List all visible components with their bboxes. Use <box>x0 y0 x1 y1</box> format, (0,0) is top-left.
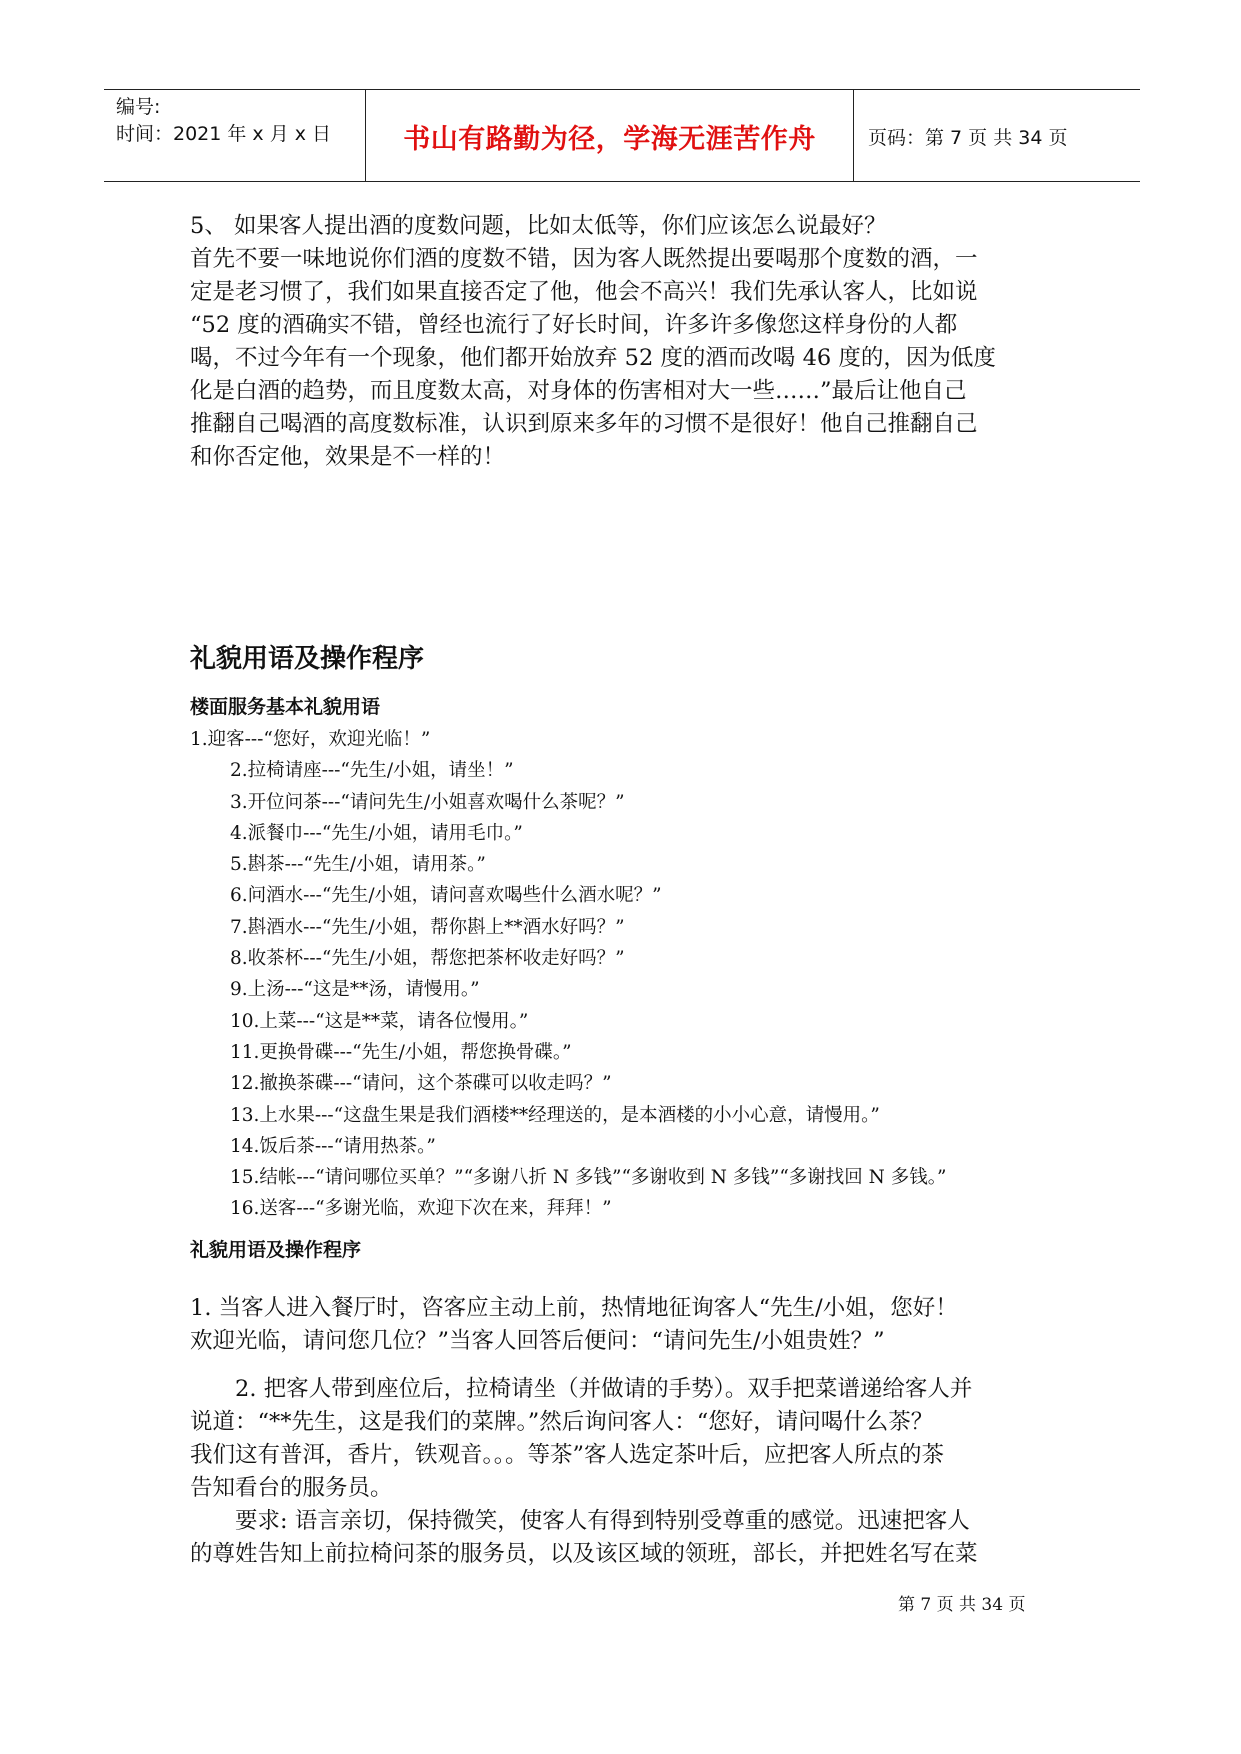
subsection-title: 礼貌用语及操作程序 <box>190 1239 362 1261</box>
list-item: 16.送客---“多谢光临，欢迎下次在来，拜拜！” <box>230 1198 612 1220</box>
header-slogan-cell <box>366 90 854 181</box>
list-item: 6.问酒水---“先生/小姐，请问喜欢喝些什么酒水呢？” <box>230 885 662 907</box>
step-two <box>190 1373 1090 1571</box>
step-line: 1. 当客人进入餐厅时，咨客应主动上前，热情地征询客人“先生/小姐，您好！ <box>190 1295 958 1321</box>
list-item: 2.拉椅请座---“先生/小姐，请坐！” <box>230 760 514 782</box>
list-item: 4.派餐巾---“先生/小姐，请用毛巾。” <box>230 822 523 844</box>
number-label: 编号: <box>116 96 161 118</box>
list-item: 13.上水果---“这盘生果是我们酒楼**经理送的，是本酒楼的小小心意，请慢用。” <box>230 1104 880 1126</box>
header-page-cell <box>854 90 1140 181</box>
list-item: 3.开位问茶---“请问先生/小姐喜欢喝什么茶呢？” <box>230 791 625 813</box>
answer-line: 和你否定他，效果是不一样的！ <box>190 444 506 470</box>
page-footer: 第 7 页 共 34 页 <box>898 1595 1026 1615</box>
list-item: 5.斟茶---“先生/小姐，请用茶。” <box>230 854 486 876</box>
question-text: 5、 如果客人提出酒的度数问题，比如太低等，你们应该怎么说最好？ <box>190 213 887 239</box>
slogan: 书山有路勤为径，学海无涯苦作舟 <box>403 124 816 155</box>
section-title: 礼貌用语及操作程序 <box>190 644 425 674</box>
step-line: 的尊姓告知上前拉椅问茶的服务员，以及该区域的领班，部长，并把姓名写在菜 <box>190 1541 978 1567</box>
step-one <box>190 1292 1090 1358</box>
list-item: 10.上菜---“这是**菜，请各位慢用。” <box>230 1010 529 1032</box>
answer-line: 推翻自己喝酒的高度数标准，认识到原来多年的习惯不是很好！他自己推翻自己 <box>190 411 978 437</box>
question-section <box>190 210 1090 474</box>
step-line: 2. 把客人带到座位后，拉椅请坐（并做请的手势）。双手把菜谱递给客人并 <box>190 1376 973 1402</box>
list-item: 14.饭后茶---“请用热茶。” <box>230 1135 436 1157</box>
list-item: 1.迎客---“您好，欢迎光临！” <box>190 729 431 750</box>
list-item: 8.收茶杯---“先生/小姐，帮您把茶杯收走好吗？” <box>230 948 625 970</box>
header-info-cell <box>104 90 366 181</box>
list-item: 12.撤换茶碟---“请问，这个茶碟可以收走吗？” <box>230 1073 612 1095</box>
list-item: 11.更换骨碟---“先生/小姐，帮您换骨碟。” <box>230 1041 572 1063</box>
page-header <box>104 89 1140 182</box>
list-item: 7.斟酒水---“先生/小姐，帮你斟上**酒水好吗？” <box>230 916 625 938</box>
list-item: 9.上汤---“这是**汤，请慢用。” <box>230 979 480 1001</box>
step-line: 说道：“**先生，这是我们的菜牌。”然后询问客人：“您好，请问喝什么茶？ <box>190 1409 934 1435</box>
phrase-list <box>190 724 1090 1225</box>
answer-line: 喝，不过今年有一个现象，他们都开始放弃 52 度的酒而改喝 46 度的，因为低度 <box>190 345 996 371</box>
step-line: 告知看台的服务员。 <box>190 1475 393 1501</box>
step-line: 欢迎光临，请问您几位？”当客人回答后便问：“请问先生/小姐贵姓？” <box>190 1328 885 1354</box>
time-label: 时间：2021 年 x 月 x 日 <box>116 123 332 145</box>
answer-line: 首先不要一味地说你们酒的度数不错，因为客人既然提出要喝那个度数的酒，一 <box>190 246 978 272</box>
step-line: 要求: 语言亲切，保持微笑，使客人有得到特别受尊重的感觉。迅速把客人 <box>190 1508 970 1534</box>
list-item: 15.结帐---“请问哪位买单？”“多谢八折 N 多钱”“多谢收到 N 多钱”“多谢找回 N 多钱。” <box>230 1167 947 1189</box>
subsection-title: 楼面服务基本礼貌用语 <box>190 696 381 718</box>
answer-line: 化是白酒的趋势，而且度数太高，对身体的伤害相对大一些……”最后让他自己 <box>190 378 967 404</box>
answer-line: “52 度的酒确实不错，曾经也流行了好长时间，许多许多像您这样身份的人都 <box>190 312 958 338</box>
answer-line: 定是老习惯了，我们如果直接否定了他，他会不高兴！我们先承认客人，比如说 <box>190 279 978 305</box>
step-line: 我们这有普洱，香片，铁观音。。。等茶”客人选定茶叶后，应把客人所点的茶 <box>190 1442 945 1468</box>
page-number-label: 页码：第 7 页 共 34 页 <box>868 127 1068 149</box>
